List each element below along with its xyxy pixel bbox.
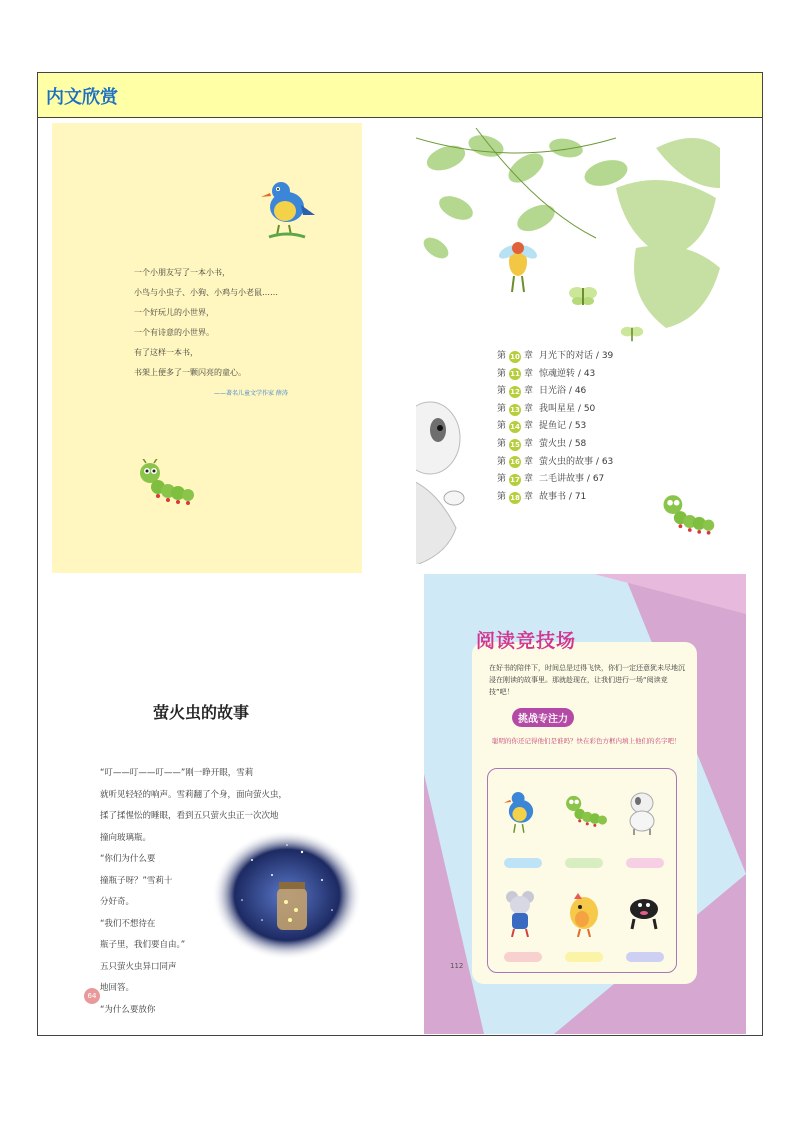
chapter-badge: 18 bbox=[510, 493, 520, 502]
toc-suffix: 章 bbox=[524, 386, 534, 397]
name-slot[interactable] bbox=[504, 952, 542, 962]
story-line: 撞瓶子呀？”雪莉十 bbox=[100, 875, 173, 886]
toc-row[interactable] bbox=[497, 436, 613, 454]
blue-bird-icon bbox=[498, 787, 544, 837]
chapter-badge: 15 bbox=[510, 440, 520, 449]
toc-row[interactable] bbox=[497, 471, 613, 489]
story-line: 五只萤火虫异口同声 bbox=[100, 961, 177, 972]
toc-page-number: / 53 bbox=[568, 421, 587, 432]
poem-line: 一个小朋友写了一本小书， bbox=[134, 268, 230, 277]
toc-page-number: / 39 bbox=[595, 351, 614, 361]
toc-prefix: 第 bbox=[497, 386, 507, 397]
toc-suffix: 章 bbox=[524, 491, 534, 502]
arena-intro: 在好书的陪伴下，时间总是过得飞快，你们一定还意犹未尽地沉浸在刚读的故事里。那就趁现在，让我们进行一场“阅读竞技”吧！ bbox=[489, 664, 685, 696]
name-slot[interactable] bbox=[626, 952, 664, 962]
page-number: 112 bbox=[450, 962, 464, 970]
mouse-icon bbox=[500, 887, 540, 937]
caterpillar-icon bbox=[560, 791, 610, 831]
name-slot[interactable] bbox=[626, 858, 664, 868]
butterfly-icon bbox=[620, 324, 644, 344]
arena-card bbox=[472, 642, 697, 984]
toc-suffix: 章 bbox=[524, 351, 534, 361]
toc-suffix: 章 bbox=[524, 403, 534, 414]
poem-line: 一个有诗意的小世界。 bbox=[134, 328, 214, 337]
butterfly-icon bbox=[568, 284, 598, 308]
chapter-badge: 11 bbox=[510, 370, 520, 379]
yellow-chick-icon bbox=[564, 889, 604, 937]
toc-suffix: 章 bbox=[524, 421, 534, 432]
toc-suffix: 章 bbox=[524, 368, 534, 379]
toc-title: 惊魂逆转 bbox=[539, 368, 576, 379]
toc-suffix: 章 bbox=[524, 456, 534, 467]
poem-attribution: ——著名儿童文学作家 薛涛 bbox=[214, 390, 288, 397]
toc-row[interactable] bbox=[497, 366, 613, 384]
toc-title: 萤火虫的故事 bbox=[539, 456, 594, 467]
toc-title: 萤火虫 bbox=[539, 438, 567, 449]
challenge-label: 挑战专注力 bbox=[512, 708, 574, 727]
chapter-badge: 13 bbox=[510, 405, 520, 414]
toc-prefix: 第 bbox=[497, 368, 507, 379]
poem-text bbox=[134, 263, 278, 383]
toc-page-number: / 63 bbox=[595, 456, 614, 467]
toc-page-number: / 71 bbox=[568, 491, 587, 502]
toc-prefix: 第 bbox=[497, 456, 507, 467]
toc-page-number: / 50 bbox=[577, 403, 596, 414]
poem-line: 一个好玩儿的小世界， bbox=[134, 308, 214, 317]
blue-bird-illustration bbox=[257, 175, 317, 245]
character-grid bbox=[487, 768, 677, 973]
story-line: 瓶子里，我们要自由。” bbox=[100, 940, 186, 950]
chapter-badge: 17 bbox=[510, 475, 520, 484]
dog-illustration bbox=[416, 398, 476, 564]
section-header bbox=[38, 73, 762, 118]
toc-row[interactable] bbox=[497, 418, 613, 436]
section-title: 内文欣赏 bbox=[46, 87, 118, 108]
reading-arena-page bbox=[424, 574, 746, 1034]
poem-page bbox=[52, 123, 362, 573]
story-title: 萤火虫的故事 bbox=[153, 703, 250, 722]
toc-row[interactable] bbox=[497, 454, 613, 472]
toc-row[interactable] bbox=[497, 489, 613, 507]
arena-question: 聪明的你还记得他们是谁吗？快在彩色方框内填上他们的名字吧！ bbox=[492, 737, 681, 745]
chapter-badge: 16 bbox=[510, 458, 520, 467]
toc-row[interactable] bbox=[497, 383, 613, 401]
story-line: “我们不想待在 bbox=[100, 918, 156, 929]
starry-jar-illustration bbox=[212, 830, 362, 960]
toc-prefix: 第 bbox=[497, 421, 507, 432]
poem-line: 有了这样一本书， bbox=[134, 348, 198, 357]
poem-line: 书架上便多了一颗闪亮的童心。 bbox=[134, 368, 246, 377]
caterpillar-illustration bbox=[656, 488, 718, 540]
page-number-badge: 64 bbox=[84, 988, 100, 1004]
caterpillar-illustration bbox=[132, 459, 198, 507]
story-page bbox=[52, 580, 372, 1020]
bug-illustration bbox=[496, 240, 540, 296]
name-slot[interactable] bbox=[504, 858, 542, 868]
toc-page bbox=[416, 128, 720, 564]
toc-row[interactable] bbox=[497, 401, 613, 419]
toc-title: 故事书 bbox=[539, 491, 567, 502]
chapter-badge: 14 bbox=[510, 423, 520, 432]
toc-prefix: 第 bbox=[497, 438, 507, 449]
story-line: 地回答。 bbox=[100, 983, 135, 993]
toc-title: 捉鱼记 bbox=[539, 421, 567, 432]
name-slot[interactable] bbox=[565, 952, 603, 962]
toc-prefix: 第 bbox=[497, 491, 507, 502]
toc-title: 二毛讲故事 bbox=[539, 474, 585, 485]
story-line: 就听见轻轻的响声。雪莉翻了个身，面向萤火虫， bbox=[100, 789, 288, 800]
toc-title: 我叫星星 bbox=[539, 403, 576, 414]
white-dog-icon bbox=[622, 789, 662, 835]
story-line: 分好奇。 bbox=[100, 897, 135, 907]
table-of-contents bbox=[497, 348, 613, 506]
poem-line: 小鸟与小虫子、小狗、小鸡与小老鼠…… bbox=[134, 288, 278, 297]
toc-title: 月光下的对话 bbox=[539, 351, 594, 361]
name-slot[interactable] bbox=[565, 858, 603, 868]
toc-title: 日光浴 bbox=[539, 386, 567, 397]
toc-prefix: 第 bbox=[497, 403, 507, 414]
toc-page-number: / 58 bbox=[568, 438, 587, 449]
toc-prefix: 第 bbox=[497, 351, 507, 361]
toc-prefix: 第 bbox=[497, 474, 507, 485]
toc-suffix: 章 bbox=[524, 438, 534, 449]
story-line: “你们为什么要 bbox=[100, 854, 156, 864]
story-line: 揉了揉惺忪的睡眼，看到五只萤火虫正一次次地 bbox=[100, 811, 279, 821]
black-dog-icon bbox=[622, 891, 666, 931]
toc-page-number: / 67 bbox=[586, 474, 605, 485]
story-line: “叮——叮——叮——”刚一睁开眼，雪莉 bbox=[100, 768, 254, 778]
chapter-badge: 10 bbox=[510, 352, 520, 361]
story-line: 撞向玻璃瓶。 bbox=[100, 832, 152, 843]
toc-page-number: / 46 bbox=[568, 386, 587, 397]
toc-page-number: / 43 bbox=[577, 368, 596, 379]
toc-suffix: 章 bbox=[524, 474, 534, 485]
toc-row[interactable] bbox=[497, 348, 613, 366]
story-line: “为什么要放你 bbox=[100, 1004, 156, 1015]
chapter-badge: 12 bbox=[510, 387, 520, 396]
arena-title: 阅读竞技场 bbox=[476, 630, 577, 652]
